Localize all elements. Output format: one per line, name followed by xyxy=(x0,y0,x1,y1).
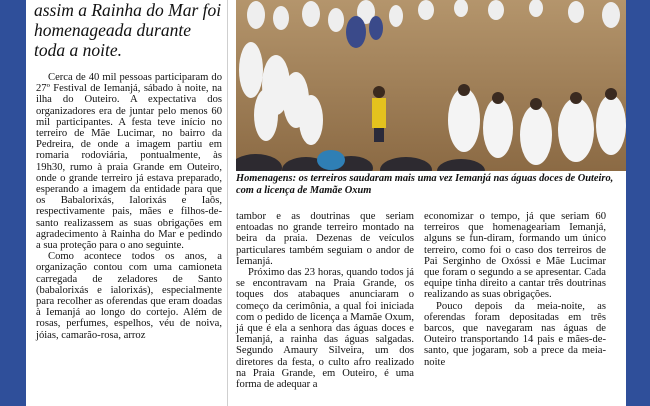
article-column-2 xyxy=(236,211,414,390)
paragraph: Como acontece todos os anos, a organização contou com uma camioneta carregada de zeladores de Santo (babalorixás e ialorixás), especialmente para recolher as oferendas que eram doadas à Iemanjá ao longo do cortejo. Além de rosas, perfumes, espelhos, véu de noiva, jóias, camarão-rosa, arroz xyxy=(36,251,222,341)
paragraph: Próximo das 23 horas, quando todos já se encontravam na Praia Grande, os toques dos atabaques anunciaram o começo da cerimônia, a qual foi iniciada com o pedido de licença a Mamãe Oxum, já que é ela a senhora das águas doces e Iemanjá, a rainha das águas salgadas. Segundo Amaury Silveira, um dos diretores da festa, o culto afro realizado na Praia Grande, em Outeiro, é uma forma de adequar a xyxy=(236,267,414,391)
photo-caption: Homenagens: os terreiros saudaram mais uma vez Iemanjá nas águas doces de Outeiro, com a licença de Mamãe Oxum xyxy=(236,173,614,196)
article-column-3 xyxy=(424,211,606,368)
article-column-1 xyxy=(36,72,222,341)
paragraph: economizar o tempo, já que seriam 60 terreiros que homenageariam Iemanjá, alguns se fun-diram, formando um único terreiro, como foi o caso dos terreiros de Pai Serginho de Oxóssi e Mãe Lucimar que foram o segundo a se apresentar. Cada equipe tinha direito a cantar três doutrinas realizando as suas obrigações. xyxy=(424,211,606,301)
festival-photo xyxy=(236,0,626,171)
paragraph: tambor e as doutrinas que seriam entoadas no grande terreiro montado na beira da praia. Dezenas de veículos particulares também seguiam o andor de Iemanjá. xyxy=(236,211,414,267)
newspaper-page xyxy=(26,0,626,406)
paragraph: Pouco depois da meia-noite, as oferendas foram depositadas em três barcos, que navegaram nas águas de Outeiro transportando 14 pais e mães-de-santo, que jogaram, sob a prece da meia-noite xyxy=(424,300,606,368)
festival-photo-illustration xyxy=(236,0,626,171)
lede-text: assim a Rainha do Mar foi homenageada durante toda a noite. xyxy=(34,0,222,60)
column-divider xyxy=(227,0,228,406)
paragraph: Cerca de 40 mil pessoas participaram do 27º Festival de Iemanjá, sábado à noite, na ilha do Outeiro. A expectativa dos organizadores era de juntar pelo menos 60 mil participantes. A festa teve início no terreiro de Mãe Lucimar, no bairro da Pedreira, de onde a imagem partiu em romaria rodoviária, pontualmente, às 19h30, rumo à praia Grande em Outeiro, onde o grande terreiro já estava preparado, esperando a imagem da entidade para que os Babalorixás, Ialorixás e Iaôs, respectivamente pais, mães e filhos-de-santo realizassem as suas obrigações em agradecimento à Rainha do Mar e pedindo a sua proteção para o ano seguinte. xyxy=(36,72,222,252)
